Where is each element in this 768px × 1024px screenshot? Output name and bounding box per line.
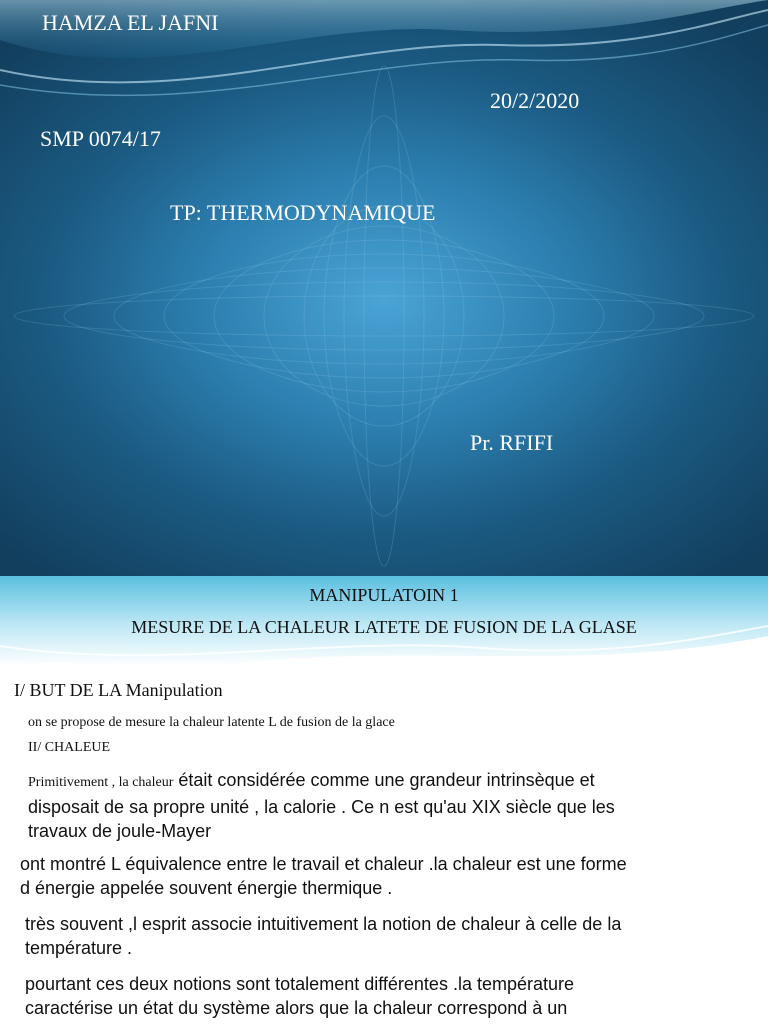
paragraph-line: caractérise un état du système alors que la chaleur correspond à un xyxy=(25,998,568,1018)
manipulation-subheading: MESURE DE LA CHALEUR LATETE DE FUSION DE LA GLASE xyxy=(131,617,637,637)
paragraph-history xyxy=(28,768,615,843)
course-title: TP: THERMODYNAMIQUE xyxy=(170,200,436,225)
author-name: HAMZA EL JAFNI xyxy=(42,10,219,35)
paragraph-difference xyxy=(25,972,574,1020)
paragraph-line: d énergie appelée souvent énergie thermique . xyxy=(20,878,393,898)
section-title-goal: I/ BUT DE LA Manipulation xyxy=(14,680,223,700)
presentation-date: 20/2/2020 xyxy=(490,88,580,113)
paragraph-equivalence xyxy=(20,852,627,900)
content-slide xyxy=(0,576,768,1024)
paragraph-line: travaux de joule-Mayer xyxy=(28,821,212,841)
manipulation-heading: MANIPULATOIN 1 xyxy=(309,585,459,605)
paragraph-lead: Primitivement , la chaleur xyxy=(28,775,174,790)
paragraph-line: disposait de sa propre unité , la calorie . Ce n est qu'au XIX siècle que les xyxy=(28,797,615,817)
professor-name: Pr. RFIFI xyxy=(470,430,554,455)
paragraph-line: température . xyxy=(25,938,133,958)
student-code: SMP 0074/17 xyxy=(40,126,161,151)
paragraph-line: très souvent ,l esprit associe intuitivement la notion de chaleur à celle de la xyxy=(25,914,622,934)
paragraph-line: pourtant ces deux notions sont totalement différentes .la température xyxy=(25,974,574,994)
paragraph-line: était considérée comme une grandeur intrinsèque et xyxy=(173,770,595,790)
section-title-heat: II/ CHALEUE xyxy=(28,740,111,755)
section-goal-text: on se propose de mesure la chaleur latente L de fusion de la glace xyxy=(28,715,395,730)
paragraph-intuition xyxy=(25,912,621,960)
paragraph-line: ont montré L équivalence entre le travail et chaleur .la chaleur est une forme xyxy=(20,854,627,874)
